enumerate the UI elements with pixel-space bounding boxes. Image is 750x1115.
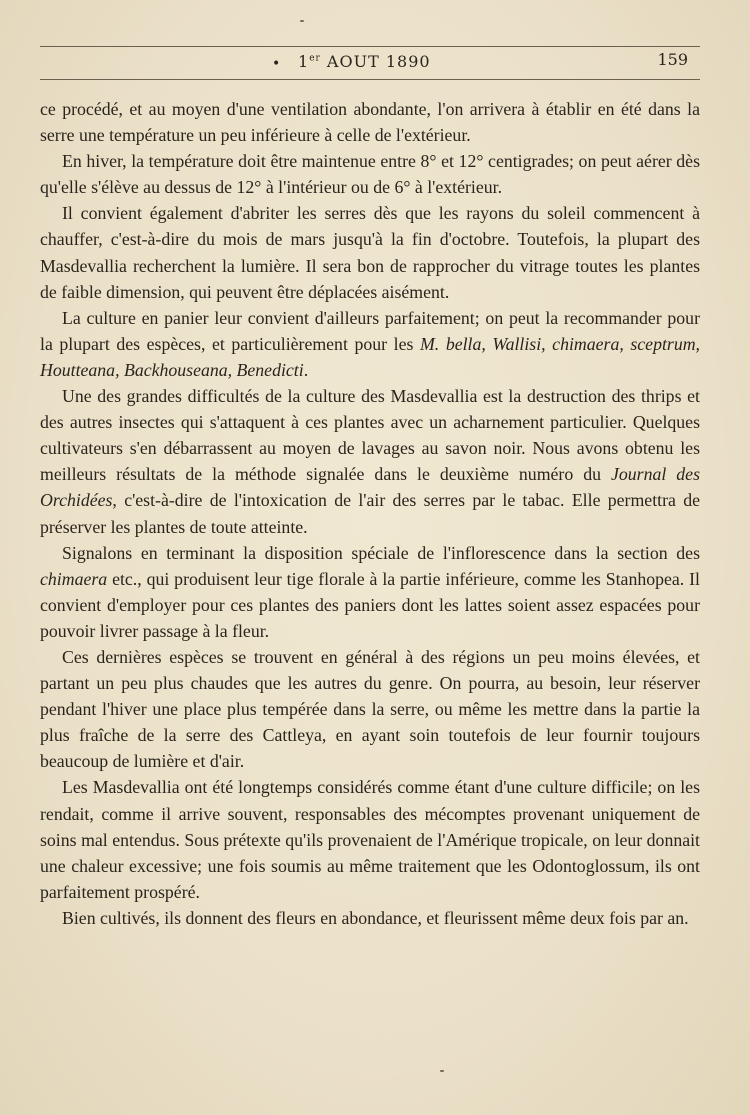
paragraph-text: etc., qui produisent leur tige florale à la partie inférieure, comme les Stanhopea. Il convient d'employer pour ces plantes des paniers dont les lattes soient assez espacées pour pouvoir livrer passage à la fleur.	[40, 568, 700, 641]
paragraph-difficult-culture: Les Masdevallia ont été longtemps considérés comme étant d'une culture difficile; on les rendait, comme il arrive souvent, responsables des mécomptes provenant uniquement de soins mal entendus. Sous prétexte qu'ils provenaient de l'Amérique tropicale, on leur donnait une chaleur excessive; une fois soumis au même traitement que les Odontoglossum, ils ont parfaitement prospéré.	[40, 777, 700, 902]
journal-title: Journal des Orchidées	[40, 464, 700, 511]
header-date	[298, 52, 431, 71]
header-bullet: •	[272, 56, 281, 72]
paragraph-continuation: ce procédé, et au moyen d'une ventilation abondante, l'on arrivera à établir en été dans la serre une température un peu inférieure à celle de l'extérieur.	[40, 99, 700, 146]
running-header	[40, 46, 700, 86]
paragraph-shading: Il convient également d'abriter les serres dès que les rayons du soleil commencent à chauffer, c'est-à-dire du mois de mars jusqu'à la fin d'octobre. Toutefois, la plupart des Masdevallia recherchent la lumière. Il sera bon de rapprocher du vitrage toutes les plantes de faible dimension, qui peuvent être déplacées aisément.	[40, 203, 700, 302]
header-ordinal-suffix: er	[309, 53, 321, 64]
paragraph-text: Une des grandes difficultés de la culture des Masdevallia est la destruction des thrips et des autres insectes qui s'attaquent à ces plantes avec un acharnement particulier. Quelques cultivateurs s'en débarrassent au moyen de lavages au savon noir. Nous avons obtenu les meilleurs résultats de la méthode signalée dans le deuxième numéro du	[40, 386, 700, 485]
paragraph-text: La culture en panier leur convient d'ailleurs parfaitement; on peut la recommander pour la plupart des espèces, et particulièrement pour les	[40, 307, 700, 354]
header-month-year: AOUT 1890	[326, 52, 431, 71]
page-number: 159	[657, 50, 688, 69]
paragraph-text: .	[303, 359, 309, 380]
paragraph-inflorescence	[40, 540, 700, 644]
paragraph-text: Signalons en terminant la disposition spéciale de l'inflorescence dans la section des	[62, 542, 700, 563]
paper-speck	[440, 1070, 444, 1072]
paragraph-basket-culture	[40, 305, 700, 383]
text-body	[40, 96, 700, 931]
paragraph-text: , c'est-à-dire de l'intoxication de l'air des serres par le tabac. Elle permettra de préserver les plantes de toute atteinte.	[40, 490, 700, 537]
paragraph-winter-temperature: En hiver, la température doit être maintenue entre 8° et 12° centigrades; on peut aérer dès qu'elle s'élève au dessus de 12° à l'intérieur ou de 6° à l'extérieur.	[40, 151, 700, 198]
header-rule-top	[40, 46, 700, 47]
paper-speck	[300, 20, 304, 22]
section-name: chimaera	[40, 568, 108, 589]
species-list: M. bella, Wallisi, chimaera, sceptrum, Houtteana, Backhouseana, Benedicti	[40, 333, 700, 380]
paragraph-cooler-regions: Ces dernières espèces se trouvent en général à des régions un peu moins élevées, et partant un peu plus chaudes que les autres du genre. On pourra, au besoin, leur réserver pendant l'hiver une place plus tempérée dans la serre, ou même les mettre dans la partie la plus fraîche de la serre des Cattleya, en ayant soin toutefois de leur fournir toujours beaucoup de lumière et d'air.	[40, 646, 700, 772]
paragraph-flowering: Bien cultivés, ils donnent des fleurs en abondance, et fleurissent même deux fois par an.	[62, 907, 689, 928]
header-ordinal: 1	[298, 52, 310, 71]
paragraph-thrips	[40, 383, 700, 540]
header-rule-bottom	[40, 79, 700, 80]
